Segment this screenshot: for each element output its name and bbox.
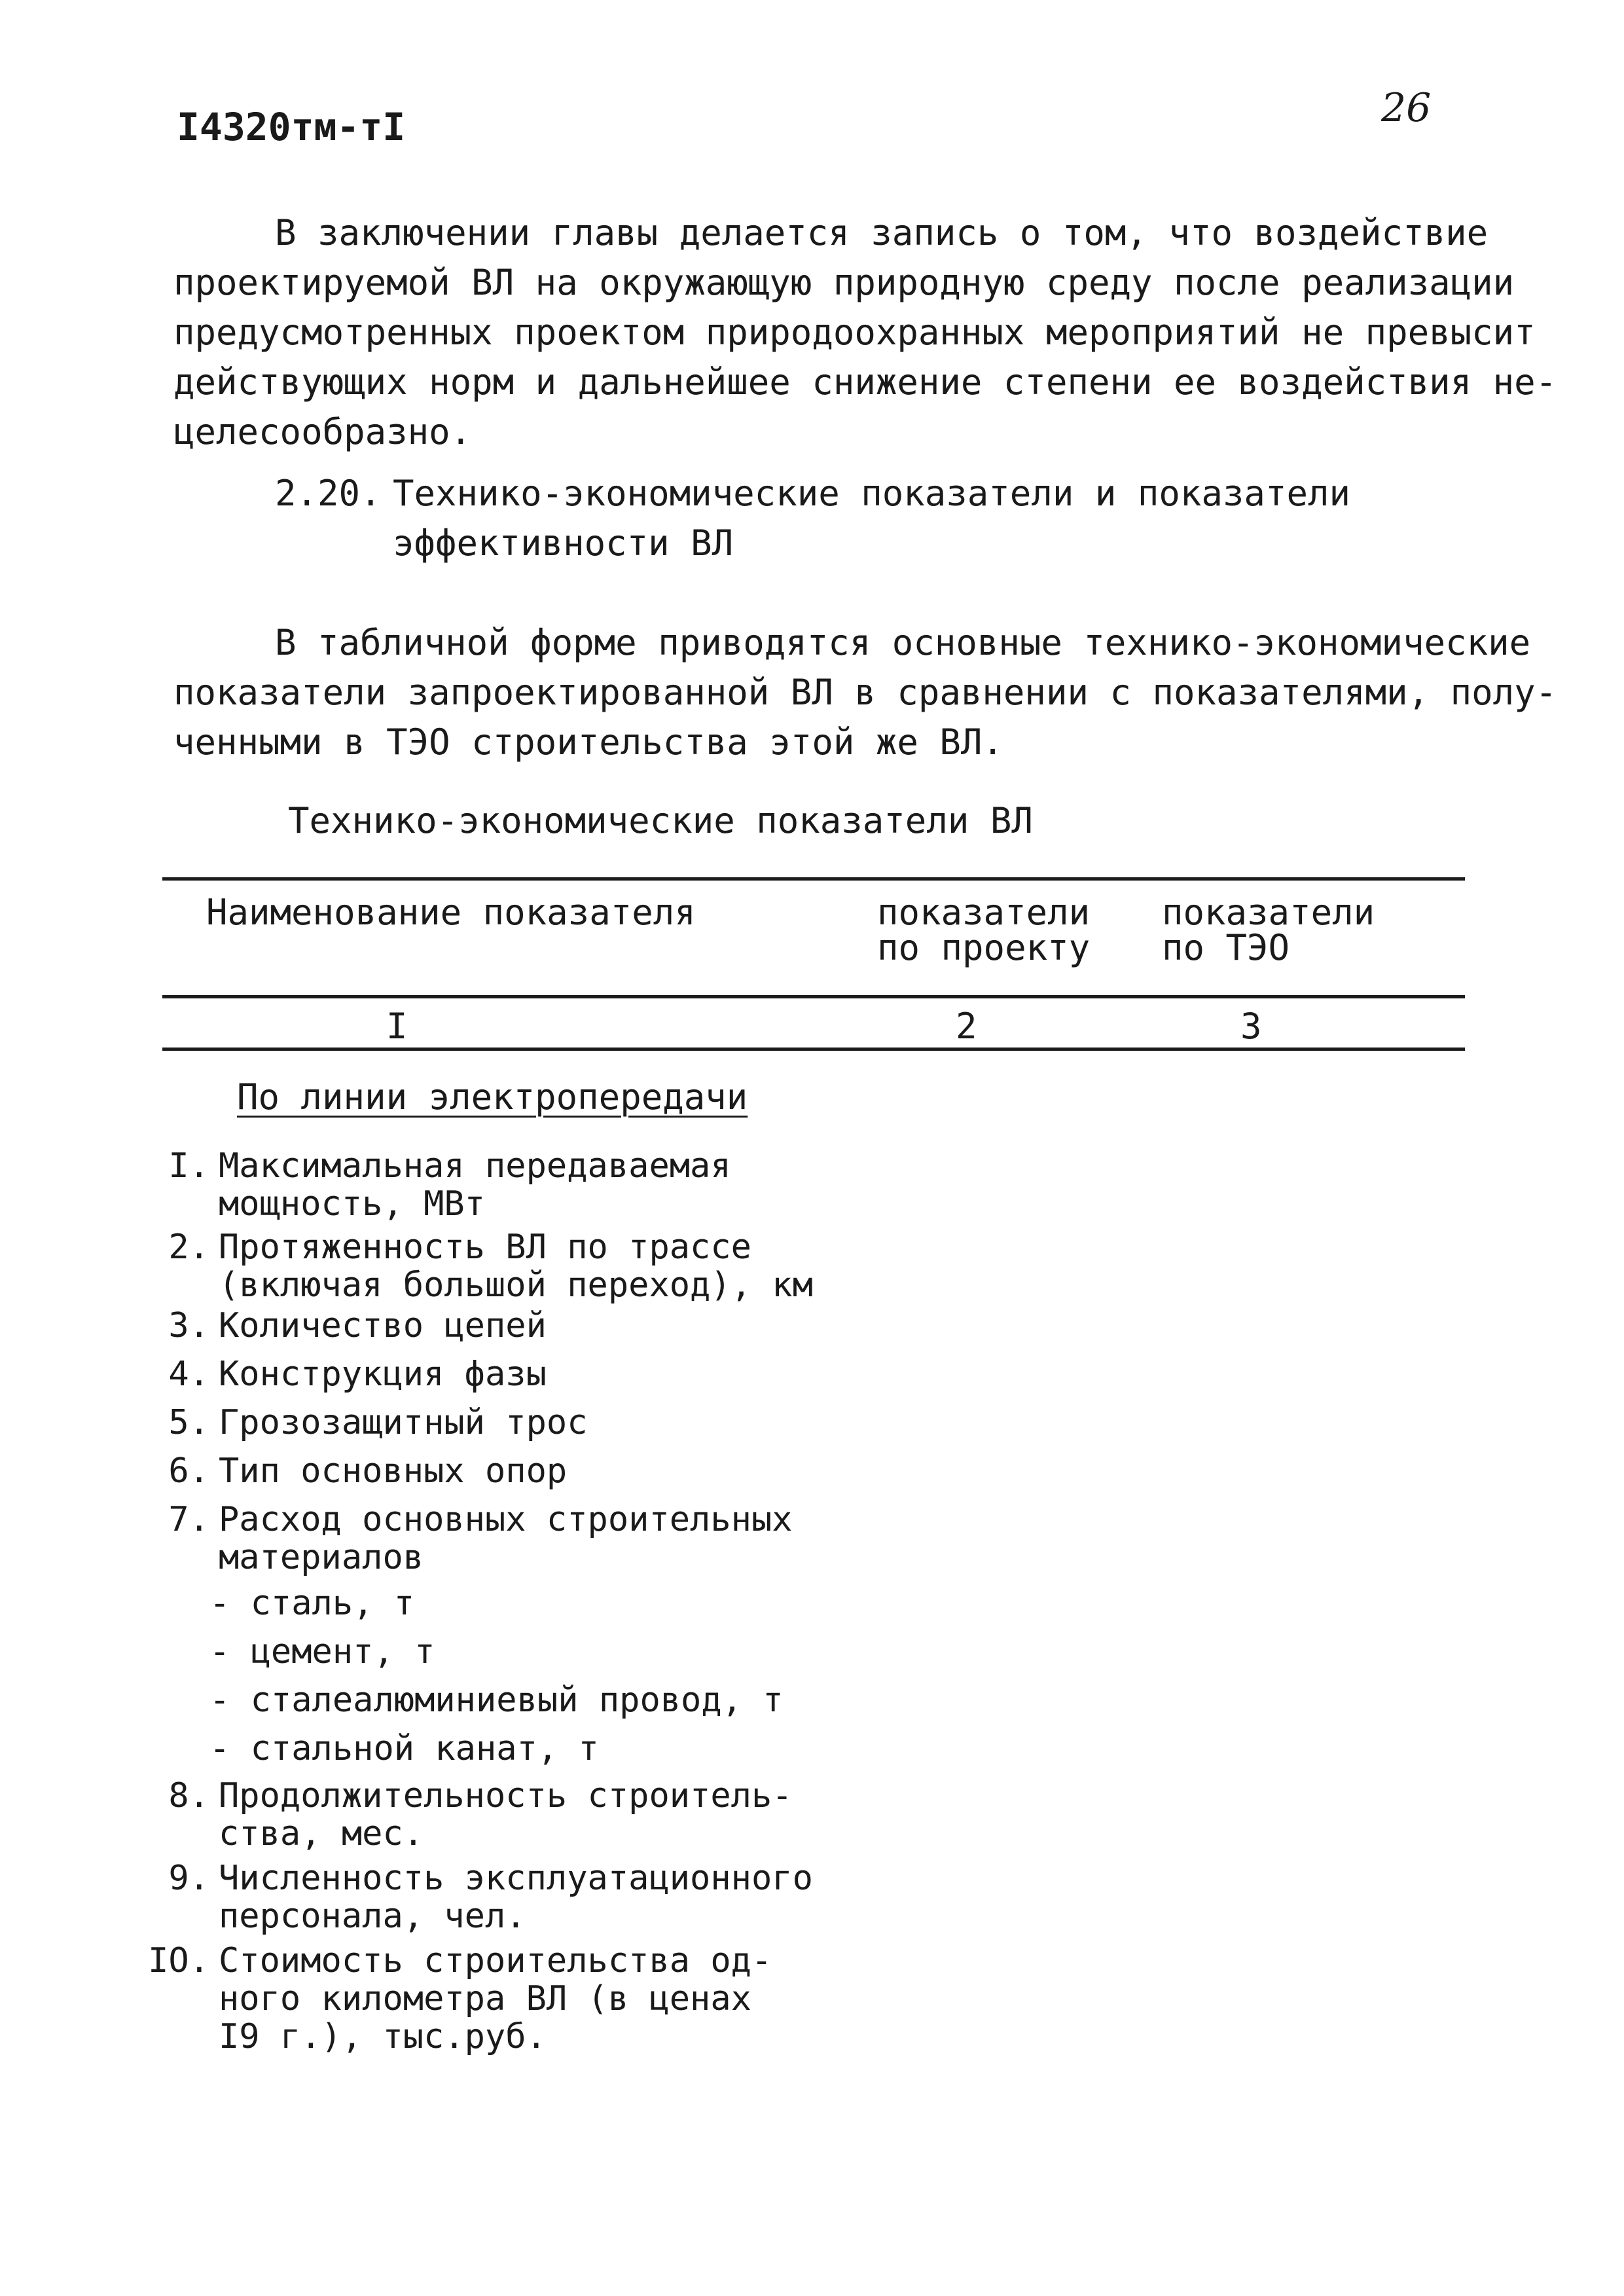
section-number: 2.20. (275, 473, 382, 514)
intro-line-1: В заключении главы делается запись о том, что воздействие (275, 212, 1489, 253)
row-label-line: Численность эксплуатационного (219, 1859, 813, 1898)
row-label-line: ного километра ВЛ (в ценах (219, 1979, 751, 2018)
section-para-line-1: В табличной форме приводятся основные технико-экономические (275, 622, 1531, 663)
table-caption: Технико-экономические показатели ВЛ (288, 800, 1033, 841)
section-title-line-1: Технико-экономические показатели и показатели (393, 473, 1350, 514)
table-row-10 (144, 1942, 772, 2056)
table-row-8 (144, 1777, 793, 1853)
table-row-5 (144, 1404, 588, 1442)
section-para-line-3: ченными в ТЭО строительства этой же ВЛ. (173, 721, 1003, 763)
column-header-teo-line-2: по ТЭО (1162, 927, 1290, 968)
row-label-line: I9 г.), тыс.руб. (219, 2017, 547, 2056)
column-header-project-line-2: по проекту (877, 927, 1091, 968)
row-number: I. (168, 1146, 209, 1186)
row-number: 9. (168, 1859, 209, 1898)
section-para-line-2: показатели запроектированной ВЛ в сравнении с показателями, полу- (173, 672, 1557, 713)
table-row-3 (144, 1307, 547, 1345)
row-label-line: Продолжительность строитель- (219, 1776, 793, 1815)
row-label-line: Протяженность ВЛ по трассе (219, 1228, 751, 1267)
intro-line-3: предусмотренных проектом природоохранных мероприятий не превысит (173, 312, 1536, 353)
row-label-line: Стоимость строительства од- (219, 1941, 772, 1980)
column-header-teo-line-1: показатели (1162, 892, 1375, 933)
row-label-line: Конструкция фазы (219, 1355, 547, 1394)
row-label-line: Грозозащитный трос (219, 1403, 588, 1442)
intro-line-2: проектируемой ВЛ на окружающую природную среду после реализации (173, 262, 1515, 303)
column-number-1: I (386, 1006, 408, 1047)
column-header-project-line-1: показатели (877, 892, 1091, 933)
intro-line-4: действующих норм и дальнейшее снижение степени ее воздействия не- (173, 361, 1557, 403)
column-number-3: 3 (1240, 1006, 1262, 1047)
group-title: По линии электропередачи (237, 1076, 748, 1118)
material-steel: - сталь, т (209, 1584, 415, 1623)
row-number: 3. (168, 1306, 209, 1345)
row-label-line: ства, мес. (219, 1814, 424, 1853)
row-number: 8. (168, 1776, 209, 1815)
table-top-rule (162, 877, 1465, 881)
row-label-line: материалов (219, 1538, 424, 1577)
material-cement: - цемент, т (209, 1632, 435, 1671)
page-number: 26 (1381, 85, 1432, 131)
row-number: 7. (168, 1500, 209, 1539)
section-title-line-2: эффективности ВЛ (393, 522, 734, 564)
table-row-1 (144, 1147, 731, 1223)
table-header-rule (162, 995, 1465, 998)
row-number: 5. (168, 1403, 209, 1442)
table-row-2 (144, 1228, 813, 1304)
material-steel-rope: - стальной канат, т (209, 1729, 599, 1768)
table-row-6 (144, 1452, 567, 1490)
table-number-rule (162, 1048, 1465, 1051)
row-label-line: Количество цепей (219, 1306, 547, 1345)
table-row-9 (144, 1859, 813, 1935)
row-label-line: Максимальная передаваемая (219, 1146, 731, 1186)
column-header-name: Наименование показателя (206, 892, 696, 933)
row-number: 4. (168, 1355, 209, 1394)
row-label-line: Тип основных опор (219, 1451, 568, 1491)
column-number-2: 2 (956, 1006, 977, 1047)
row-label-line: персонала, чел. (219, 1897, 526, 1936)
material-acsr-wire: - сталеалюминиевый провод, т (209, 1681, 784, 1720)
row-number: 2. (168, 1228, 209, 1267)
row-label-line: мощность, МВт (219, 1184, 485, 1224)
table-row-7 (144, 1501, 793, 1576)
row-number: 6. (168, 1451, 209, 1491)
row-number: IO. (148, 1941, 209, 1980)
row-label-line: (включая большой переход), км (219, 1266, 813, 1305)
intro-line-5: целесообразно. (173, 411, 472, 452)
row-label-line: Расход основных строительных (219, 1500, 793, 1539)
table-row-4 (144, 1355, 547, 1393)
document-code: I4320тм-тI (177, 105, 406, 149)
